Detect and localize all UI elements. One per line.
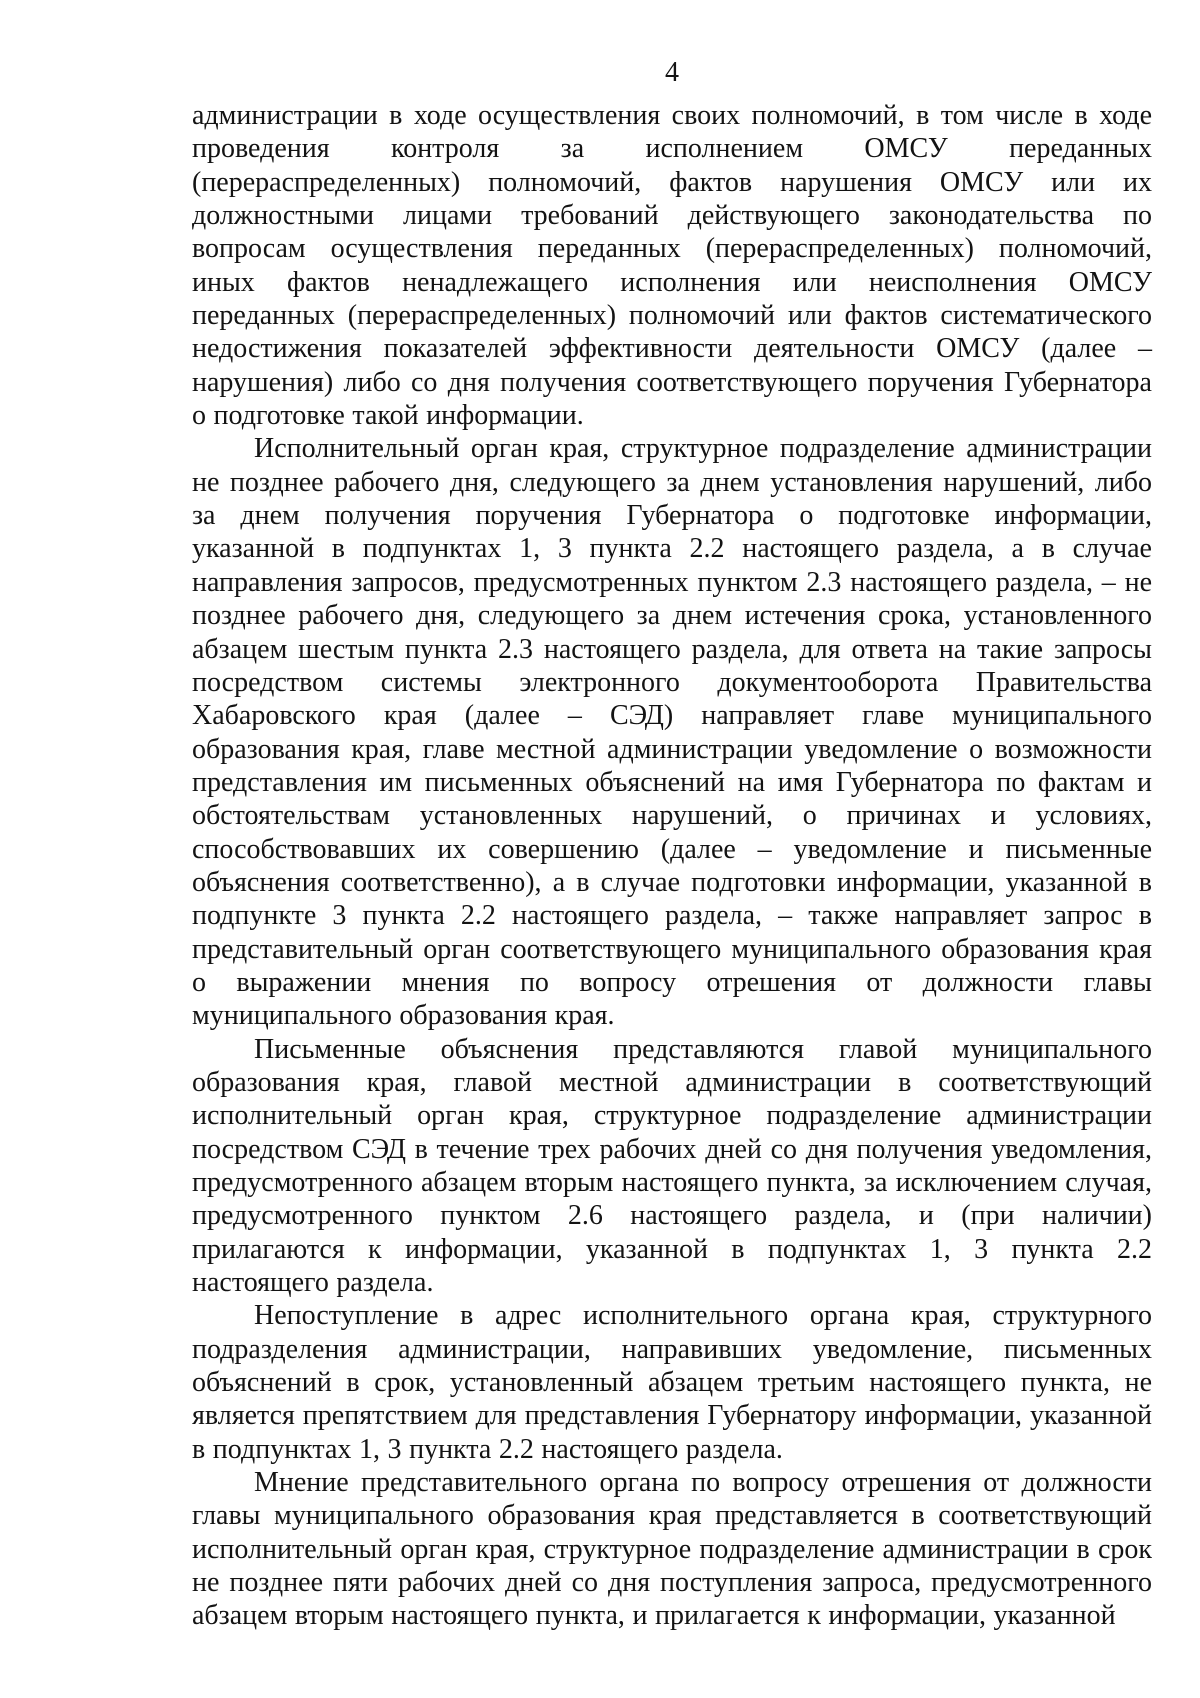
paragraph: Непоступление в адрес исполнительного органа края, структурного подразделения администрации, направивших уведомление, письменных объяснений в срок, установленный абзацем третьим настоящего пункта, не является препятствием для представления Губернатору информации, указанной в подпунктах 1, 3 пункта 2.2 настоящего раздела. — [192, 1300, 1152, 1465]
paragraph: администрации в ходе осуществления своих полномочий, в том числе в ходе проведения контроля за исполнением ОМСУ переданных (перераспределенных) полномочий, фактов нарушения ОМСУ или их должностными лицами требований действующего законодательства по вопросам осуществления переданных (перераспределенных) полномочий, иных фактов ненадлежащего исполнения или неисполнения ОМСУ переданных (перераспределенных) полномочий или фактов систематического недостижения показателей эффективности деятельности ОМСУ (далее – нарушения) либо со дня получения соответствующего поручения Губернатора о подготовке такой информации. — [192, 100, 1152, 432]
paragraph: Мнение представительного органа по вопросу отрешения от должности главы муниципального образования края представляется в соответствующий исполнительный орган края, структурное подразделение администрации в срок не позднее пяти рабочих дней со дня поступления запроса, предусмотренного абзацем вторым настоящего пункта, и прилагается к информации, указанной — [192, 1467, 1152, 1632]
paragraph: Исполнительный орган края, структурное подразделение администрации не позднее рабочего дня, следующего за днем установления нарушений, либо за днем получения поручения Губернатора о подготовке информации, указанной в подпунктах 1, 3 пункта 2.2 настоящего раздела, а в случае направления запросов, предусмотренных пунктом 2.3 настоящего раздела, – не позднее рабочего дня, следующего за днем истечения срока, установленного абзацем шестым пункта 2.3 настоящего раздела, для ответа на такие запросы посредством системы электронного документооборота Правительства Хабаровского края (далее – СЭД) направляет главе муниципального образования края, главе местной администрации уведомление о возможности представления им письменных объяснений на имя Губернатора по фактам и обстоятельствам установленных нарушений, о причинах и условиях, способствовавших их совершению (далее – уведомление и письменные объяснения соответственно), а в случае подготовки информации, указанной в подпункте 3 пункта 2.2 настоящего раздела, – также направляет запрос в представительный орган соответствующего муниципального образования края о выражении мнения по вопросу отрешения от должности главы муниципального образования края. — [192, 433, 1152, 1032]
paragraph: Письменные объяснения представляются главой муниципального образования края, главой местной администрации в соответствующий исполнительный орган края, структурное подразделение администрации посредством СЭД в течение трех рабочих дней со дня получения уведомления, предусмотренного абзацем вторым настоящего пункта, за исключением случая, предусмотренного пунктом 2.6 настоящего раздела, и (при наличии) прилагаются к информации, указанной в подпунктах 1, 3 пункта 2.2 настоящего раздела. — [192, 1033, 1152, 1299]
document-body — [192, 99, 1152, 1633]
page-number: 4 — [665, 57, 679, 88]
